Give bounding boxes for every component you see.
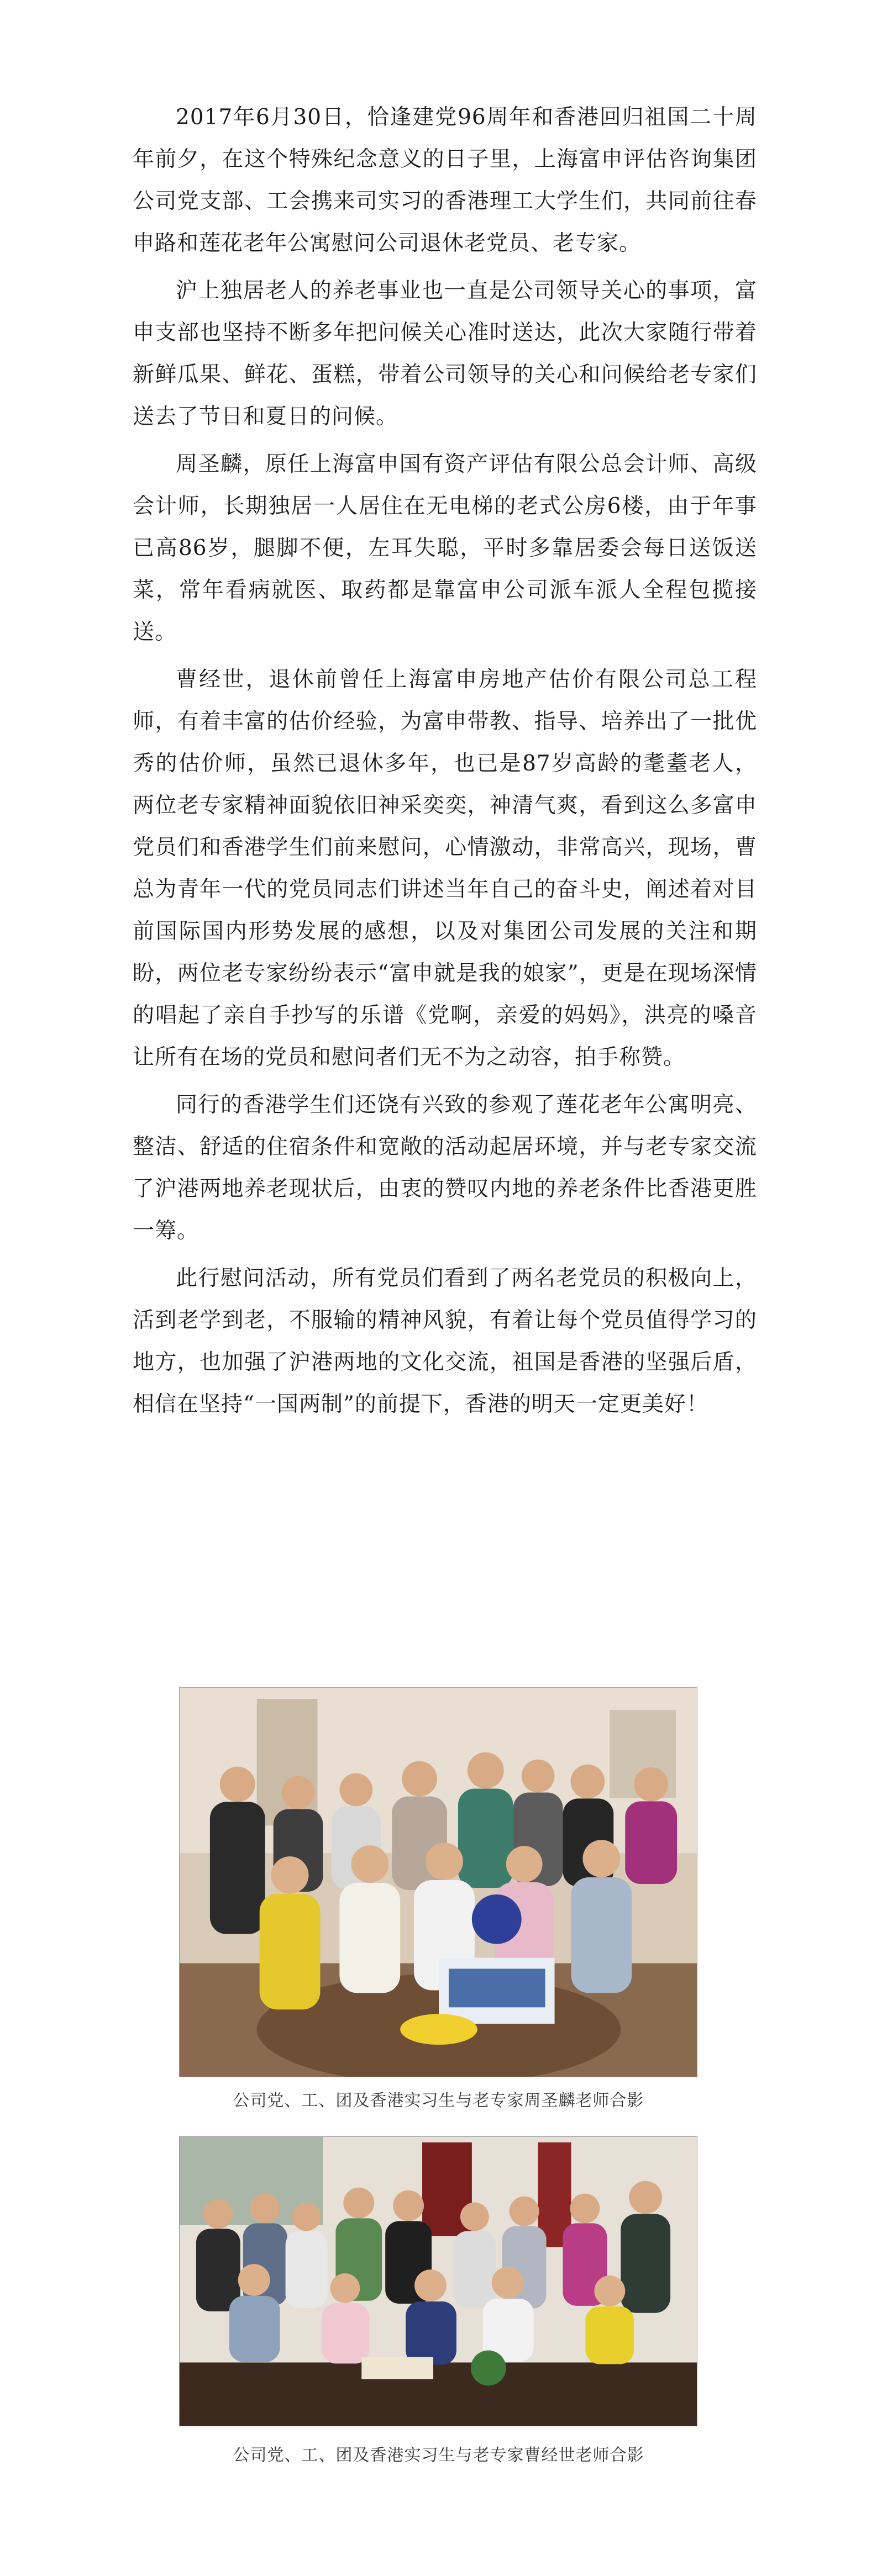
group-photo-1 (179, 1687, 697, 2077)
paragraph: 沪上独居老人的养老事业也一直是公司领导关心的事项，富申支部也坚持不断多年把问候关心准时送达，此次大家随行带着新鲜瓜果、鲜花、蛋糕，带着公司领导的关心和问候给老专家们送去了节日和夏日的问候。 (133, 278, 757, 429)
group-photo-2 (179, 2136, 697, 2426)
paragraph: 曹经世，退休前曾任上海富申房地产估价有限公司总工程师，有着丰富的估价经验，为富申带教、指导、培养出了一批优秀的估价师，虽然已退休多年，也已是87岁高龄的耄耋老人，两位老专家精神面貌依旧神采奕奕，神清气爽，看到这么多富申党员们和香港学生们前来慰问，心情激动，非常高兴，现场，曹总为青年一代的党员同志们讲述当年自己的奋斗史，阐述着对目前国际国内形势发展的感想，以及对集团公司发展的关注和期盼，两位老专家纷纷表示“富申就是我的娘家”，更是在现场深情的唱起了亲自手抄写的乐谱《党啊，亲爱的妈妈》，洪亮的嗓音让所有在场的党员和慰问者们无不为之动容，拍手称赞。 (133, 667, 757, 1070)
paragraph: 此行慰问活动，所有党员们看到了两名老党员的积极向上，活到老学到老，不服输的精神风貌，有着让每个党员值得学习的地方，也加强了沪港两地的文化交流，祖国是香港的坚强后盾，相信在坚持“一国两制”的前提下，香港的明天一定更美好！ (133, 1266, 757, 1417)
photo-caption: 公司党、工、团及香港实习生与老专家周圣麟老师合影 (233, 2091, 644, 2110)
paragraph: 2017年6月30日，恰逢建党96周年和香港回归祖国二十周年前夕，在这个特殊纪念意义的日子里，上海富申评估咨询集团公司党支部、工会携来司实习的香港理工大学生们，共同前往春申路和莲花老年公寓慰问公司退休老党员、老专家。 (133, 105, 757, 256)
paragraph: 同行的香港学生们还饶有兴致的参观了莲花老年公寓明亮、整洁、舒适的住宿条件和宽敞的活动起居环境，并与老专家交流了沪港两地养老现状后，由衷的赞叹内地的养老条件比香港更胜一筹。 (133, 1092, 757, 1243)
article-body (133, 97, 757, 1431)
photo-caption: 公司党、工、团及香港实习生与老专家曹经世老师合影 (233, 2446, 644, 2465)
paragraph: 周圣麟，原任上海富申国有资产评估有限公总会计师、高级会计师，长期独居一人居住在无电梯的老式公房6楼，由于年事已高86岁，腿脚不便，左耳失聪，平时多靠居委会每日送饭送菜，常年看病就医、取药都是靠富申公司派车派人全程包揽接送。 (133, 452, 757, 645)
